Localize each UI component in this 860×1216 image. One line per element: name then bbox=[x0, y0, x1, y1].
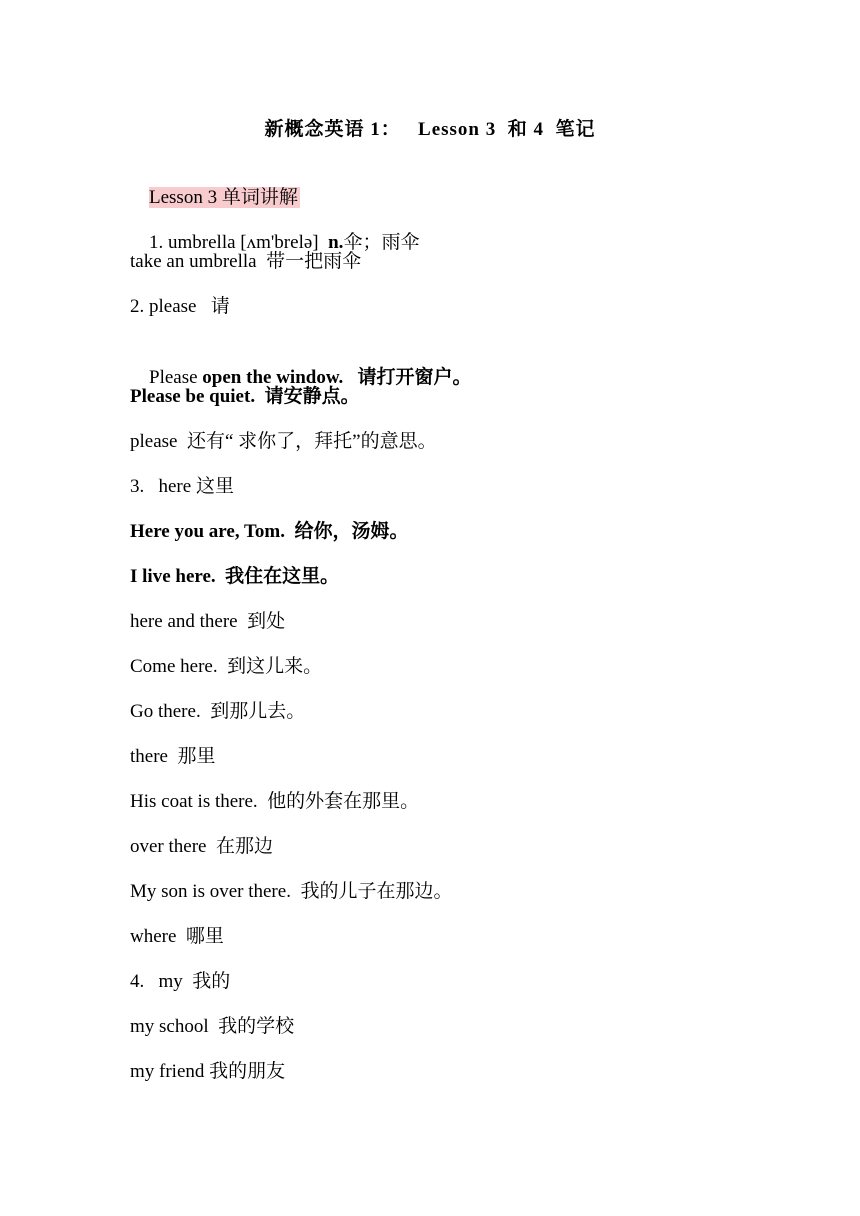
example-line: Come here. 到这儿来。 bbox=[130, 656, 323, 677]
page-title: 新概念英语 1： Lesson 3 和 4 笔记 bbox=[264, 119, 596, 140]
vocab-meaning: 伞；雨伞 bbox=[343, 232, 420, 253]
part-of-speech: n. bbox=[328, 232, 344, 253]
example-line: Here you are, Tom. 给你，汤姆。 bbox=[130, 521, 409, 542]
vocab-line-there: there 那里 bbox=[130, 746, 216, 767]
vocab-line-my: 4. my 我的 bbox=[130, 971, 231, 992]
example-prefix: Please bbox=[149, 367, 203, 388]
phrase-line: here and there 到处 bbox=[130, 611, 286, 632]
phrase-line: over there 在那边 bbox=[130, 836, 273, 857]
example-line: Please be quiet. 请安静点。 bbox=[130, 386, 360, 407]
phrase-line: my school 我的学校 bbox=[130, 1016, 295, 1037]
example-line: Go there. 到那儿去。 bbox=[130, 701, 306, 722]
vocab-word-phonetic: 1. umbrella [ʌm'brelə] bbox=[149, 232, 329, 253]
example-line: My son is over there. 我的儿子在那边。 bbox=[130, 881, 453, 902]
example-line: His coat is there. 他的外套在那里。 bbox=[130, 791, 420, 812]
vocab-line-here: 3. here 这里 bbox=[130, 476, 234, 497]
example-bold: open the window. 请打开窗户。 bbox=[202, 367, 472, 388]
vocab-line-please: 2. please 请 bbox=[130, 296, 230, 317]
example-line: I live here. 我住在这里。 bbox=[130, 566, 340, 587]
vocab-line-where: where 哪里 bbox=[130, 926, 224, 947]
example-line: take an umbrella 带一把雨伞 bbox=[130, 251, 362, 272]
note-line: please 还有“ 求你了，拜托”的意思。 bbox=[130, 431, 437, 452]
phrase-line: my friend 我的朋友 bbox=[130, 1061, 286, 1082]
section-heading-text: Lesson 3 单词讲解 bbox=[149, 187, 298, 208]
